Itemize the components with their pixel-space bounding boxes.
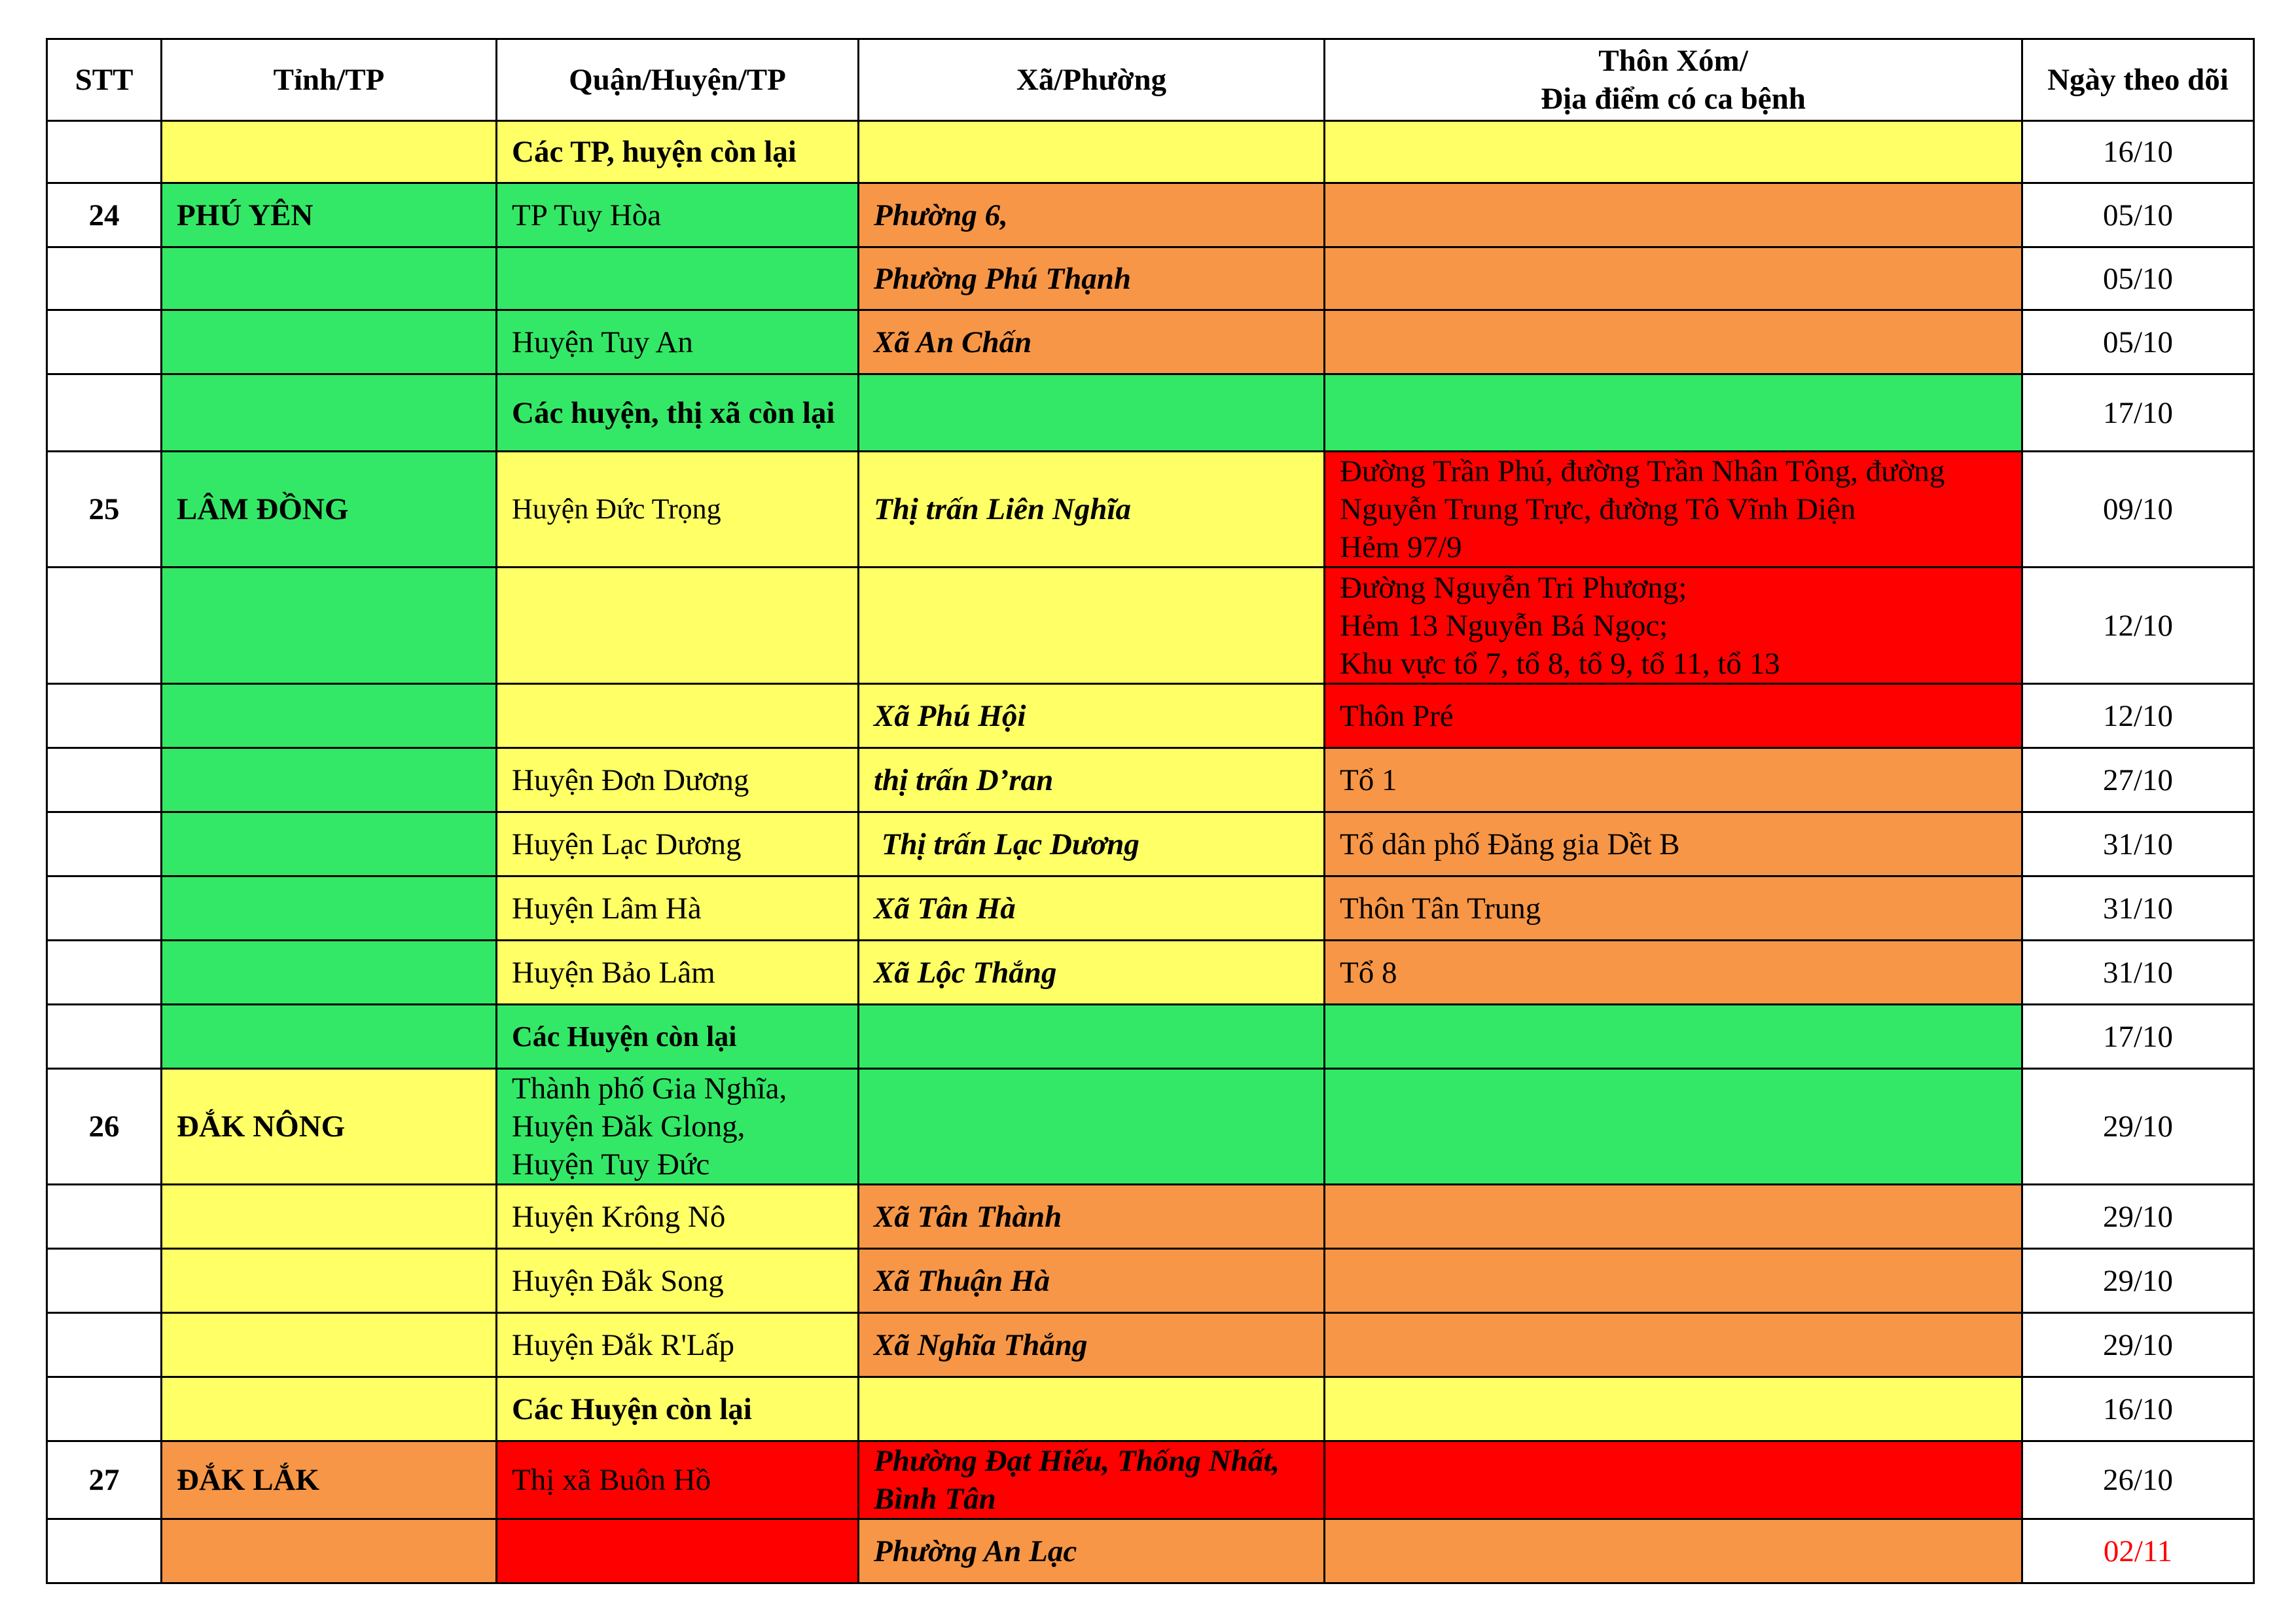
cell-province xyxy=(162,374,497,452)
table-row xyxy=(47,1441,2254,1519)
table-row xyxy=(47,247,2254,310)
cell-district xyxy=(497,1519,859,1583)
cell-location: Tổ 8 xyxy=(1325,941,2022,1005)
header-tinh: Tỉnh/TP xyxy=(162,39,497,121)
cell-ward xyxy=(859,374,1325,452)
cell-location: Đường Trần Phú, đường Trần Nhân Tông, đường Nguyễn Trung Trực, đường Tô Vĩnh Diện Hẻm 97/9 xyxy=(1325,452,2022,568)
cell-ward: Phường Phú Thạnh xyxy=(859,247,1325,310)
header-row xyxy=(47,39,2254,121)
cell-district: Huyện Đơn Dương xyxy=(497,748,859,812)
cell-stt xyxy=(47,1185,162,1249)
cell-ward: Xã Thuận Hà xyxy=(859,1249,1325,1313)
cell-date: 02/11 xyxy=(2022,1519,2254,1583)
cell-ward: thị trấn D’ran xyxy=(859,748,1325,812)
cell-stt xyxy=(47,1249,162,1313)
table-row xyxy=(47,374,2254,452)
cell-district xyxy=(497,247,859,310)
header-xa: Xã/Phường xyxy=(859,39,1325,121)
cell-date: 12/10 xyxy=(2022,684,2254,748)
cell-date: 17/10 xyxy=(2022,1005,2254,1069)
cell-province xyxy=(162,941,497,1005)
cell-ward xyxy=(859,1005,1325,1069)
cell-date: 05/10 xyxy=(2022,183,2254,247)
cell-ward: Thị trấn Liên Nghĩa xyxy=(859,452,1325,568)
cell-date: 26/10 xyxy=(2022,1441,2254,1519)
cell-district: Huyện Krông Nô xyxy=(497,1185,859,1249)
cell-district xyxy=(497,684,859,748)
cell-date: 12/10 xyxy=(2022,568,2254,684)
cell-stt xyxy=(47,684,162,748)
cell-district: Các TP, huyện còn lại xyxy=(497,121,859,183)
cell-district: Huyện Bảo Lâm xyxy=(497,941,859,1005)
cell-province xyxy=(162,310,497,374)
cell-ward: Xã Tân Thành xyxy=(859,1185,1325,1249)
cell-ward xyxy=(859,1069,1325,1185)
cell-stt xyxy=(47,812,162,876)
cell-district: Huyện Đắk R'Lấp xyxy=(497,1313,859,1377)
cell-location: Thôn Pré xyxy=(1325,684,2022,748)
cell-date: 29/10 xyxy=(2022,1185,2254,1249)
cell-ward: Thị trấn Lạc Dương xyxy=(859,812,1325,876)
cell-date: 27/10 xyxy=(2022,748,2254,812)
cell-province xyxy=(162,121,497,183)
cell-province xyxy=(162,876,497,941)
cell-ward: Phường 6, xyxy=(859,183,1325,247)
cell-location xyxy=(1325,1519,2022,1583)
cell-stt: 26 xyxy=(47,1069,162,1185)
cell-stt xyxy=(47,1005,162,1069)
cell-location xyxy=(1325,310,2022,374)
cell-ward xyxy=(859,1377,1325,1441)
cell-ward xyxy=(859,121,1325,183)
header-stt: STT xyxy=(47,39,162,121)
table-row xyxy=(47,684,2254,748)
cell-district: Huyện Tuy An xyxy=(497,310,859,374)
cell-stt xyxy=(47,374,162,452)
cell-ward: Xã Nghĩa Thắng xyxy=(859,1313,1325,1377)
cell-date: 31/10 xyxy=(2022,812,2254,876)
table-row xyxy=(47,1313,2254,1377)
cell-location xyxy=(1325,1377,2022,1441)
cell-province: LÂM ĐỒNG xyxy=(162,452,497,568)
cell-date: 17/10 xyxy=(2022,374,2254,452)
cell-stt: 25 xyxy=(47,452,162,568)
table-row xyxy=(47,1069,2254,1185)
cell-province xyxy=(162,1185,497,1249)
table-row xyxy=(47,748,2254,812)
cell-district: Các Huyện còn lại xyxy=(497,1377,859,1441)
table-row xyxy=(47,183,2254,247)
cell-date: 29/10 xyxy=(2022,1069,2254,1185)
header-ngay: Ngày theo dõi xyxy=(2022,39,2254,121)
table-row xyxy=(47,1005,2254,1069)
cell-stt xyxy=(47,310,162,374)
cell-stt xyxy=(47,1377,162,1441)
cell-location: Đường Nguyễn Tri Phương; Hẻm 13 Nguyễn Bá Ngọc; Khu vực tổ 7, tổ 8, tổ 9, tổ 11, tổ 13 xyxy=(1325,568,2022,684)
cell-date: 31/10 xyxy=(2022,941,2254,1005)
cell-district: Huyện Lâm Hà xyxy=(497,876,859,941)
table-row xyxy=(47,876,2254,941)
cell-stt: 24 xyxy=(47,183,162,247)
cell-district: Các Huyện còn lại xyxy=(497,1005,859,1069)
cell-province xyxy=(162,1005,497,1069)
cell-district xyxy=(497,568,859,684)
cell-province xyxy=(162,247,497,310)
cell-district: Thị xã Buôn Hồ xyxy=(497,1441,859,1519)
cell-province xyxy=(162,684,497,748)
table-row xyxy=(47,812,2254,876)
table-row xyxy=(47,121,2254,183)
cell-stt xyxy=(47,941,162,1005)
cell-district: Các huyện, thị xã còn lại xyxy=(497,374,859,452)
cell-date: 16/10 xyxy=(2022,1377,2254,1441)
cell-ward: Phường An Lạc xyxy=(859,1519,1325,1583)
table-row xyxy=(47,1249,2254,1313)
header-quan: Quận/Huyện/TP xyxy=(497,39,859,121)
cell-district: Thành phố Gia Nghĩa, Huyện Đăk Glong, Huyện Tuy Đức xyxy=(497,1069,859,1185)
cell-location: Thôn Tân Trung xyxy=(1325,876,2022,941)
cell-location xyxy=(1325,1185,2022,1249)
cell-stt: 27 xyxy=(47,1441,162,1519)
cell-date: 29/10 xyxy=(2022,1313,2254,1377)
table-row xyxy=(47,1185,2254,1249)
cell-date: 16/10 xyxy=(2022,121,2254,183)
cell-province: ĐẮK NÔNG xyxy=(162,1069,497,1185)
cell-district: Huyện Đức Trọng xyxy=(497,452,859,568)
risk-zone-table xyxy=(46,38,2255,1584)
cell-ward: Xã An Chấn xyxy=(859,310,1325,374)
cell-province xyxy=(162,812,497,876)
cell-stt xyxy=(47,247,162,310)
cell-province xyxy=(162,1313,497,1377)
cell-district: TP Tuy Hòa xyxy=(497,183,859,247)
cell-ward xyxy=(859,568,1325,684)
cell-ward: Phường Đạt Hiếu, Thống Nhất, Bình Tân xyxy=(859,1441,1325,1519)
cell-district: Huyện Lạc Dương xyxy=(497,812,859,876)
cell-province xyxy=(162,1377,497,1441)
cell-location xyxy=(1325,374,2022,452)
cell-location: Tổ dân phố Đăng gia Dềt B xyxy=(1325,812,2022,876)
cell-province xyxy=(162,748,497,812)
cell-ward: Xã Tân Hà xyxy=(859,876,1325,941)
cell-stt xyxy=(47,121,162,183)
cell-location xyxy=(1325,1069,2022,1185)
header-thon: Thôn Xóm/ Địa điểm có ca bệnh xyxy=(1325,39,2022,121)
cell-location xyxy=(1325,247,2022,310)
cell-location xyxy=(1325,183,2022,247)
table-row xyxy=(47,1519,2254,1583)
cell-location: Tổ 1 xyxy=(1325,748,2022,812)
cell-stt xyxy=(47,1313,162,1377)
cell-ward: Xã Lộc Thắng xyxy=(859,941,1325,1005)
cell-stt xyxy=(47,568,162,684)
cell-stt xyxy=(47,748,162,812)
cell-location xyxy=(1325,121,2022,183)
cell-date: 09/10 xyxy=(2022,452,2254,568)
cell-date: 05/10 xyxy=(2022,310,2254,374)
cell-ward: Xã Phú Hội xyxy=(859,684,1325,748)
cell-location xyxy=(1325,1313,2022,1377)
table-row xyxy=(47,568,2254,684)
cell-location xyxy=(1325,1005,2022,1069)
table-row xyxy=(47,1377,2254,1441)
cell-province: ĐẮK LẮK xyxy=(162,1441,497,1519)
cell-district: Huyện Đắk Song xyxy=(497,1249,859,1313)
cell-date: 29/10 xyxy=(2022,1249,2254,1313)
cell-date: 31/10 xyxy=(2022,876,2254,941)
cell-province: PHÚ YÊN xyxy=(162,183,497,247)
table-row xyxy=(47,310,2254,374)
cell-stt xyxy=(47,1519,162,1583)
cell-province xyxy=(162,1249,497,1313)
cell-location xyxy=(1325,1441,2022,1519)
cell-province xyxy=(162,1519,497,1583)
cell-date: 05/10 xyxy=(2022,247,2254,310)
table-row xyxy=(47,941,2254,1005)
cell-province xyxy=(162,568,497,684)
table-row xyxy=(47,452,2254,568)
cell-location xyxy=(1325,1249,2022,1313)
cell-stt xyxy=(47,876,162,941)
